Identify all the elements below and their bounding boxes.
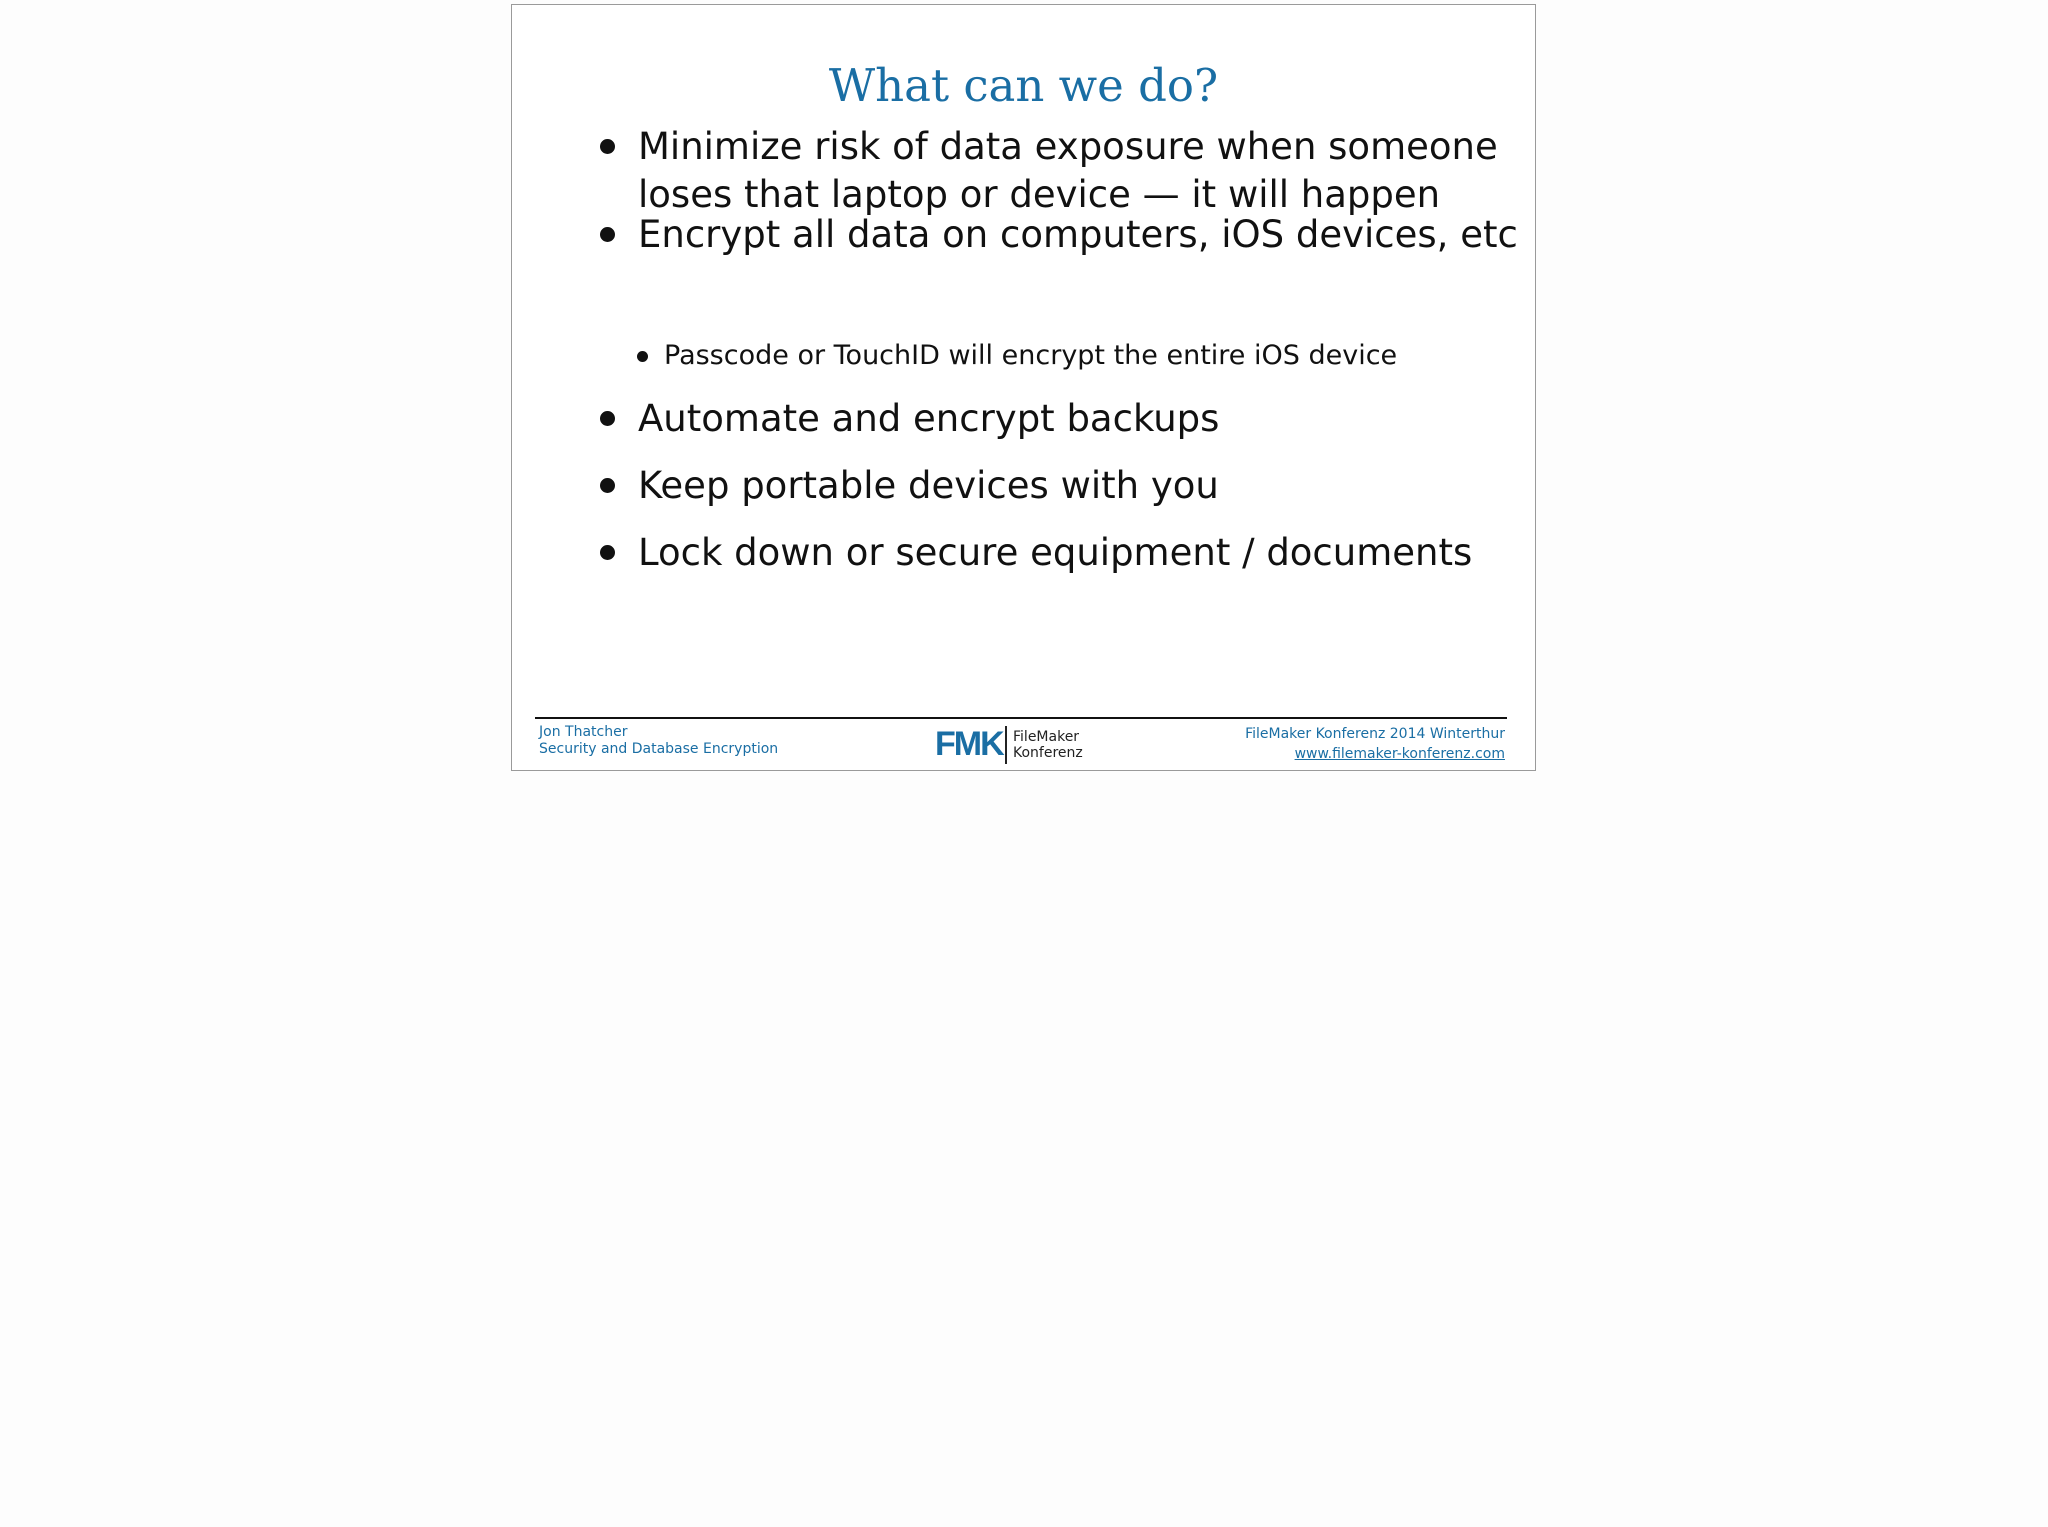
bullet-text: Passcode or TouchID will encrypt the entire iOS device — [664, 340, 1398, 371]
bullet-text: Encrypt all data on computers, iOS devices, etc — [638, 213, 1518, 256]
bullet-text: Keep portable devices with you — [638, 464, 1219, 507]
bullet-dot-icon — [600, 411, 615, 426]
bullet-text-line: Minimize risk of data exposure when someone — [638, 125, 1498, 168]
bullet-text: Lock down or secure equipment / documents — [638, 531, 1473, 574]
bullet-item — [638, 211, 1518, 259]
bullet-item — [638, 123, 1498, 219]
footer-left — [539, 724, 778, 758]
sub-bullet-item — [664, 339, 1397, 373]
bullet-text-line: loses that laptop or device — it will happen — [638, 173, 1441, 216]
footer-divider — [535, 717, 1507, 719]
bullet-dot-icon — [600, 227, 615, 242]
bullet-dot-icon — [600, 139, 615, 154]
logo-line-1: FileMaker — [1013, 729, 1080, 745]
slide — [511, 4, 1536, 771]
bullet-dot-icon — [600, 478, 615, 493]
logo-divider — [1005, 726, 1007, 764]
logo-text — [1013, 729, 1083, 761]
author-name: Jon Thatcher — [539, 724, 628, 740]
bullet-item — [638, 462, 1219, 510]
bullet-item — [638, 395, 1219, 443]
slide-title: What can we do? — [828, 59, 1219, 112]
logo-mark: FMK — [935, 725, 1003, 763]
talk-title: Security and Database Encryption — [539, 741, 779, 757]
bullet-list — [512, 5, 1535, 770]
event-name: FileMaker Konferenz 2014 Winterthur — [1245, 726, 1505, 742]
conference-link[interactable]: www.filemaker-konferenz.com — [1294, 746, 1505, 762]
bullet-item — [638, 529, 1472, 577]
bullet-dot-icon — [600, 545, 615, 560]
fmk-logo — [925, 722, 1083, 766]
bullet-text: Automate and encrypt backups — [638, 397, 1220, 440]
footer-right — [1245, 724, 1505, 764]
bullet-dot-icon — [637, 351, 648, 362]
logo-line-2: Konferenz — [1013, 745, 1083, 761]
